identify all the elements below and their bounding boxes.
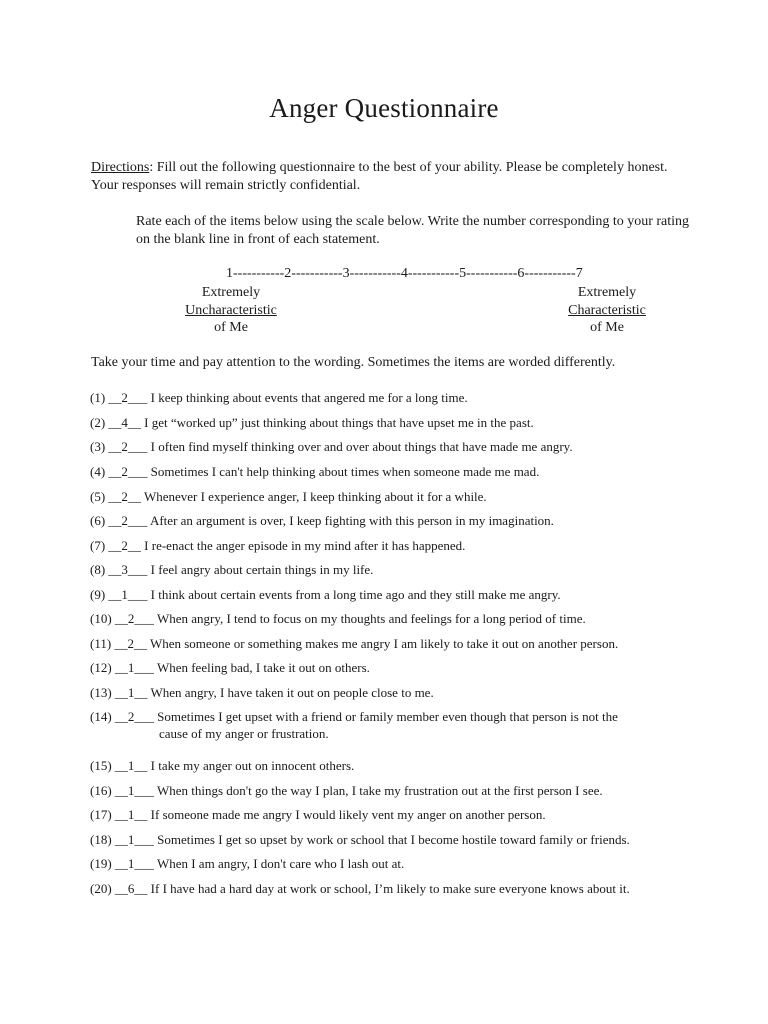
question-statement: I often find myself thinking over and over about things that have made me angry. [150, 439, 573, 454]
question-statement: Whenever I experience anger, I keep thinking about it for a while. [143, 489, 487, 504]
question-item [90, 463, 539, 480]
question-statement: Sometimes I can't help thinking about times when someone made me mad. [150, 464, 540, 479]
response-blank[interactable]: __2___ [108, 464, 148, 479]
question-number: (13) [90, 685, 112, 700]
directions-label: Directions [91, 160, 150, 175]
question-statement: I think about certain events from a long time ago and they still make me angry. [150, 587, 561, 602]
question-number: (17) [90, 807, 112, 822]
response-blank[interactable]: __1___ [108, 587, 148, 602]
directions-text: : Fill out the following questionnaire to the best of your ability. Please be completely honest. Your responses will remain strictly confidential. [91, 160, 668, 193]
question-number: (2) [90, 415, 106, 430]
question-number: (11) [90, 636, 112, 651]
question-item [90, 782, 603, 799]
question-item [90, 561, 373, 578]
response-blank[interactable]: __2___ [108, 439, 148, 454]
question-number: (8) [90, 562, 106, 577]
question-statement: I take my anger out on innocent others. [150, 758, 355, 773]
anchor-low-line-1: Extremely [201, 285, 261, 300]
question-number: (15) [90, 758, 112, 773]
question-number: (18) [90, 832, 112, 847]
question-number: (7) [90, 538, 106, 553]
wording-note: Take your time and pay attention to the wording. Sometimes the items are worded differently. [91, 355, 616, 370]
anchor-high-line-2: Characteristic [568, 302, 646, 318]
question-statement: I feel angry about certain things in my life. [150, 562, 374, 577]
question-item [90, 880, 630, 897]
question-item [90, 855, 404, 872]
question-item [90, 488, 487, 505]
question-number: (5) [90, 489, 106, 504]
question-number: (14) [90, 709, 112, 724]
question-number: (12) [90, 660, 112, 675]
question-statement: Sometimes I get upset with a friend or family member even though that person is not the [157, 709, 618, 724]
question-item [90, 806, 546, 823]
response-blank[interactable]: __1__ [114, 685, 148, 700]
question-item [90, 438, 573, 455]
question-statement: If I have had a hard day at work or school, I’m likely to make sure everyone knows about it. [150, 881, 630, 896]
anchor-low-line-2: Uncharacteristic [185, 302, 277, 318]
question-statement: When I am angry, I don't care who I lash out at. [156, 856, 405, 871]
question-item [90, 831, 630, 848]
anchor-low-line-3: of Me [214, 320, 248, 335]
page-title: Anger Questionnaire [269, 93, 499, 123]
question-number: (1) [90, 390, 106, 405]
question-item [90, 757, 354, 774]
question-item [90, 610, 586, 627]
question-item [90, 684, 434, 701]
question-statement: When things don't go the way I plan, I take my frustration out at the first person I see. [156, 783, 603, 798]
response-blank[interactable]: __2__ [108, 538, 141, 553]
question-statement: When someone or something makes me angry I am likely to take it out on another person. [149, 636, 619, 651]
question-number: (19) [90, 856, 112, 871]
response-blank[interactable]: __2__ [108, 489, 141, 504]
response-blank[interactable]: __6__ [114, 881, 148, 896]
question-number: (6) [90, 513, 106, 528]
response-blank[interactable]: __2___ [114, 611, 154, 626]
question-statement: When angry, I tend to focus on my thoughts and feelings for a long period of time. [156, 611, 586, 626]
response-blank[interactable]: __1___ [114, 856, 154, 871]
question-number: (9) [90, 587, 106, 602]
response-blank[interactable]: __2__ [114, 636, 147, 651]
question-statement: I get “worked up” just thinking about things that have upset me in the past. [144, 415, 534, 430]
response-blank[interactable]: __2___ [114, 709, 154, 724]
question-item [90, 708, 618, 725]
response-blank[interactable]: __3___ [108, 562, 148, 577]
question-item [90, 635, 618, 652]
rating-scale-line: 1-----------2-----------3-----------4-----------5-----------6-----------7 [226, 266, 583, 281]
question-statement-continued: cause of my anger or frustration. [159, 726, 329, 741]
question-number: (3) [90, 439, 106, 454]
question-item [90, 659, 370, 676]
question-number: (20) [90, 881, 112, 896]
question-item [90, 414, 534, 431]
response-blank[interactable]: __1___ [114, 832, 154, 847]
question-statement: Sometimes I get so upset by work or school that I become hostile toward family or friends. [157, 832, 630, 847]
question-item [90, 389, 468, 406]
question-number: (16) [90, 783, 112, 798]
question-statement: I keep thinking about events that angered me for a long time. [150, 390, 468, 405]
question-number: (4) [90, 464, 106, 479]
question-item [90, 537, 465, 554]
response-blank[interactable]: __2___ [108, 390, 148, 405]
response-blank[interactable]: __4__ [108, 415, 141, 430]
response-blank[interactable]: __1___ [114, 783, 154, 798]
question-statement: If someone made me angry I would likely vent my anger on another person. [150, 807, 546, 822]
response-blank[interactable]: __1__ [114, 758, 148, 773]
response-blank[interactable]: __1___ [114, 660, 154, 675]
question-item [90, 512, 554, 529]
question-statement: When angry, I have taken it out on people close to me. [150, 685, 434, 700]
anchor-high-line-1: Extremely [577, 285, 637, 300]
question-statement: After an argument is over, I keep fighting with this person in my imagination. [149, 513, 554, 528]
question-number: (10) [90, 611, 112, 626]
anchor-high-line-3: of Me [590, 320, 624, 335]
rating-instruction: Rate each of the items below using the scale below. Write the number corresponding to your rating on the blank line in front of each statement. [136, 214, 690, 247]
response-blank[interactable]: __1__ [114, 807, 148, 822]
response-blank[interactable]: __2___ [108, 513, 148, 528]
question-statement: When feeling bad, I take it out on others. [156, 660, 370, 675]
question-item [90, 586, 561, 603]
question-statement: I re-enact the anger episode in my mind after it has happened. [144, 538, 466, 553]
